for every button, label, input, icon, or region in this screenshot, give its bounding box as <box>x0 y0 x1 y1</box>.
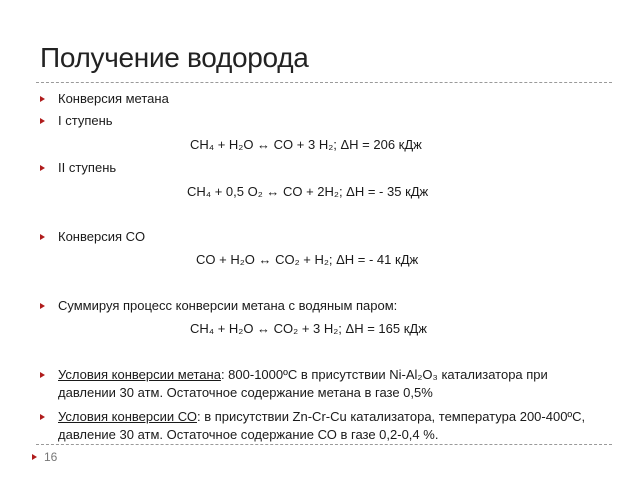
title-divider <box>36 82 612 83</box>
item-conditions-co <box>58 408 598 444</box>
conditions-methane-label: Условия конверсии метана <box>58 367 221 382</box>
bullet-icon <box>40 165 45 171</box>
item-summary: Суммируя процесс конверсии метана с водяным паром: <box>58 298 398 313</box>
item-conditions-methane <box>58 366 598 402</box>
item-stage-1: I ступень <box>58 113 113 128</box>
bullet-icon <box>40 234 45 240</box>
item-conversion-co: Конверсия CO <box>58 229 146 244</box>
bullet-icon <box>40 96 45 102</box>
conditions-methane-text: : 800-1000ºС в присутствии Ni-Al₂O₃ катализатора при давлении 30 атм. Остаточное содержание метана в газе 0,5% <box>58 367 548 400</box>
bullet-icon <box>40 414 45 420</box>
equation-1: CH₄ + H₂O ↔ CO + 3 H₂; ΔH = 206 кДж <box>190 137 422 152</box>
bullet-icon <box>40 118 45 124</box>
conditions-co-label: Условия конверсии СО <box>58 409 197 424</box>
equation-3: CO + H₂O ↔ CO₂ + H₂; ΔH = - 41 кДж <box>196 252 419 267</box>
equation-2: CH₄ + 0,5 O₂ ↔ CO + 2H₂; ΔH = - 35 кДж <box>187 184 429 199</box>
page-number-bullet-icon <box>32 454 37 460</box>
bullet-icon <box>40 303 45 309</box>
footer-divider <box>36 444 612 445</box>
item-conversion-methane: Конверсия метана <box>58 91 169 106</box>
item-stage-2: II ступень <box>58 160 117 175</box>
page-number: 16 <box>44 450 58 464</box>
equation-4: CH₄ + H₂O ↔ CO₂ + 3 H₂; ΔH = 165 кДж <box>190 321 427 336</box>
page-title: Получение водорода <box>40 42 309 73</box>
bullet-icon <box>40 372 45 378</box>
conditions-co-text: : в присутствии Zn-Cr-Cu катализатора, температура 200-400ºС, давление 30 атм. Остаточное содержание СО в газе 0,2-0,4 %. <box>58 409 586 442</box>
